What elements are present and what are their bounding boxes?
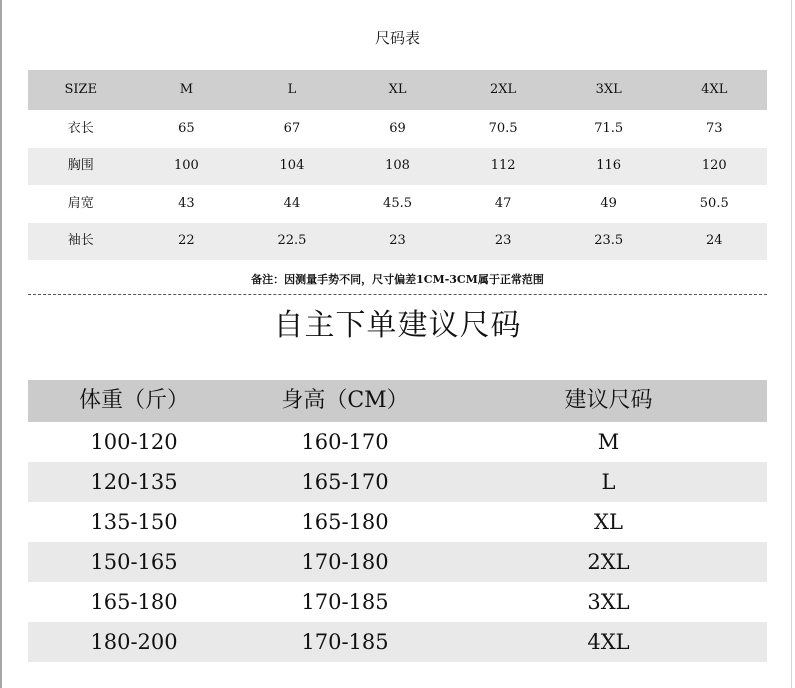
table-row — [28, 110, 767, 148]
header-cell: 体重（斤） — [78, 388, 189, 413]
size-cell: 3XL — [587, 590, 630, 614]
table-cell: 23 — [389, 233, 406, 249]
height-cell: 170-185 — [301, 590, 389, 614]
table-cell: 112 — [490, 158, 516, 174]
table-row — [28, 422, 767, 462]
size-chart-title: 尺码表 — [374, 29, 420, 47]
table-cell: 47 — [494, 195, 512, 211]
weight-cell: 165-180 — [90, 590, 178, 614]
size-cell: L — [601, 470, 616, 494]
table-cell: 67 — [283, 120, 301, 136]
table-cell: 50.5 — [699, 195, 729, 211]
row-label: 袖长 — [67, 233, 94, 249]
row-label: 胸围 — [67, 158, 94, 174]
section-divider — [28, 294, 767, 295]
recommendation-title: 自主下单建议尺码 — [273, 308, 522, 343]
header-cell: SIZE — [64, 82, 98, 97]
header-cell: M — [179, 82, 194, 97]
recommendation-table — [28, 380, 767, 662]
size-cell: XL — [594, 510, 623, 534]
table-row — [28, 223, 767, 261]
table-cell: 116 — [596, 158, 622, 174]
table-cell: 71.5 — [594, 120, 624, 136]
measurement-note: 备注：因测量手势不同，尺寸偏差1CM-3CM属于正常范围 — [251, 273, 544, 286]
table-row — [28, 542, 767, 582]
table-cell: 108 — [385, 158, 410, 174]
table-cell: 69 — [389, 120, 406, 136]
size-chart-table — [28, 70, 767, 260]
table-cell: 23.5 — [594, 233, 624, 249]
height-cell: 170-185 — [301, 630, 389, 654]
recommendation-header-row — [28, 380, 767, 422]
header-cell: 建议尺码 — [564, 388, 653, 413]
weight-cell: 100-120 — [90, 430, 178, 454]
header-cell: 3XL — [595, 82, 622, 97]
table-cell: 120 — [701, 158, 727, 174]
row-label: 肩宽 — [67, 195, 94, 211]
table-cell: 43 — [178, 195, 195, 211]
header-cell: 身高（CM） — [281, 388, 409, 413]
table-cell: 70.5 — [488, 120, 518, 136]
table-cell: 22.5 — [277, 233, 307, 249]
table-cell: 65 — [178, 120, 195, 136]
weight-cell: 180-200 — [90, 630, 178, 654]
size-cell: 4XL — [587, 630, 630, 654]
table-row — [28, 502, 767, 542]
table-row — [28, 148, 767, 186]
table-row — [28, 462, 767, 502]
table-cell: 23 — [494, 233, 512, 249]
table-row — [28, 622, 767, 662]
table-cell: 45.5 — [383, 195, 412, 211]
weight-cell: 120-135 — [90, 470, 178, 494]
table-cell: 104 — [279, 158, 305, 174]
table-cell: 24 — [705, 233, 723, 249]
header-cell: L — [287, 82, 297, 97]
table-cell: 49 — [600, 195, 617, 211]
header-cell: XL — [388, 82, 407, 97]
height-cell: 165-170 — [301, 470, 389, 494]
weight-cell: 135-150 — [90, 510, 178, 534]
height-cell: 165-180 — [301, 510, 389, 534]
table-row — [28, 582, 767, 622]
weight-cell: 150-165 — [90, 550, 178, 574]
table-cell: 22 — [178, 233, 195, 249]
height-cell: 170-180 — [301, 550, 389, 574]
table-cell: 73 — [705, 120, 723, 136]
row-label: 衣长 — [67, 120, 94, 136]
header-cell: 4XL — [701, 82, 728, 97]
table-row — [28, 185, 767, 223]
table-cell: 44 — [283, 195, 301, 211]
size-chart-header-row — [28, 70, 767, 110]
height-cell: 160-170 — [301, 430, 389, 454]
header-cell: 2XL — [490, 82, 517, 97]
size-cell: 2XL — [587, 550, 630, 574]
size-cell: M — [597, 430, 620, 454]
table-cell: 100 — [173, 158, 199, 174]
